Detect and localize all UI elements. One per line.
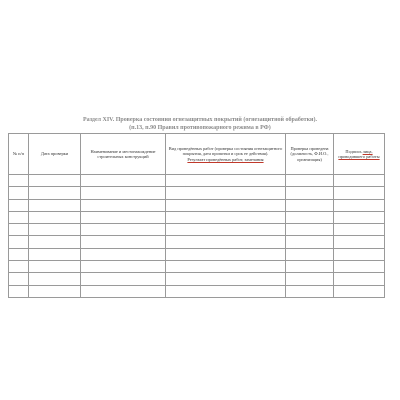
table-row <box>9 199 385 211</box>
cell-date <box>29 285 81 297</box>
header-signature-person: лица, проводившего работы <box>338 148 380 159</box>
header-work-result: Результат проведённых работ, замечания <box>187 156 264 162</box>
header-signature <box>334 134 385 175</box>
header-inspection-date: Дата проверки <box>29 134 81 175</box>
cell-date <box>29 211 81 223</box>
cell-number <box>9 261 29 273</box>
cell-work <box>166 261 286 273</box>
cell-work <box>166 236 286 248</box>
cell-structure <box>81 199 166 211</box>
cell-signature <box>334 224 385 236</box>
section-title-line-1: Раздел XIV. Проверка состояния огнезащитных покрытий (огнезащитной обработки). <box>82 117 318 123</box>
cell-structure <box>81 285 166 297</box>
cell-date <box>29 199 81 211</box>
table-row <box>9 261 385 273</box>
cell-signature <box>334 248 385 260</box>
cell-date <box>29 236 81 248</box>
cell-structure <box>81 187 166 199</box>
table-header-row <box>9 134 385 175</box>
cell-number <box>9 175 29 187</box>
header-work-type <box>166 134 286 175</box>
cell-inspector <box>286 175 334 187</box>
cell-date <box>29 261 81 273</box>
cell-work <box>166 175 286 187</box>
cell-work <box>166 285 286 297</box>
cell-date <box>29 175 81 187</box>
cell-structure <box>81 273 166 285</box>
cell-work <box>166 273 286 285</box>
table-row <box>9 187 385 199</box>
cell-number <box>9 199 29 211</box>
cell-number <box>9 224 29 236</box>
header-inspected-by: Проверка проведена (должность, Ф.И.О., организация) <box>286 134 334 175</box>
cell-date <box>29 187 81 199</box>
inspection-journal-table <box>8 133 385 298</box>
table-row <box>9 236 385 248</box>
cell-signature <box>334 261 385 273</box>
cell-number <box>9 236 29 248</box>
cell-signature <box>334 199 385 211</box>
table-row <box>9 175 385 187</box>
cell-number <box>9 248 29 260</box>
header-number: № п/п <box>9 134 29 175</box>
cell-number <box>9 211 29 223</box>
cell-number <box>9 273 29 285</box>
cell-structure <box>81 236 166 248</box>
cell-signature <box>334 236 385 248</box>
cell-signature <box>334 285 385 297</box>
cell-inspector <box>286 285 334 297</box>
header-structure-name-location: Наименование и местонахождение строительных конструкций <box>81 134 166 175</box>
cell-structure <box>81 261 166 273</box>
header-work-type-main: Вид проведённых работ (проверка состояния огнезащитного покрытия, дата пропитки и срок ее действия). <box>168 146 283 157</box>
cell-inspector <box>286 248 334 260</box>
cell-signature <box>334 175 385 187</box>
cell-inspector <box>286 211 334 223</box>
table-row <box>9 273 385 285</box>
cell-signature <box>334 187 385 199</box>
table-row <box>9 224 385 236</box>
cell-date <box>29 224 81 236</box>
cell-signature <box>334 211 385 223</box>
cell-number <box>9 187 29 199</box>
cell-date <box>29 248 81 260</box>
cell-work <box>166 199 286 211</box>
cell-inspector <box>286 199 334 211</box>
cell-inspector <box>286 273 334 285</box>
table-row <box>9 248 385 260</box>
cell-date <box>29 273 81 285</box>
cell-structure <box>81 175 166 187</box>
table-row <box>9 285 385 297</box>
section-title-line-2: (п.13, п.90 Правил противопожарного режима в РФ) <box>129 125 271 131</box>
table-body <box>9 175 385 298</box>
cell-work <box>166 224 286 236</box>
cell-inspector <box>286 236 334 248</box>
cell-structure <box>81 224 166 236</box>
cell-number <box>9 285 29 297</box>
cell-work <box>166 187 286 199</box>
cell-work <box>166 248 286 260</box>
table-row <box>9 211 385 223</box>
cell-structure <box>81 211 166 223</box>
cell-inspector <box>286 261 334 273</box>
cell-signature <box>334 273 385 285</box>
header-signature-prefix: Подпись <box>345 148 362 154</box>
cell-inspector <box>286 187 334 199</box>
cell-structure <box>81 248 166 260</box>
section-title <box>0 116 400 132</box>
cell-work <box>166 211 286 223</box>
cell-inspector <box>286 224 334 236</box>
